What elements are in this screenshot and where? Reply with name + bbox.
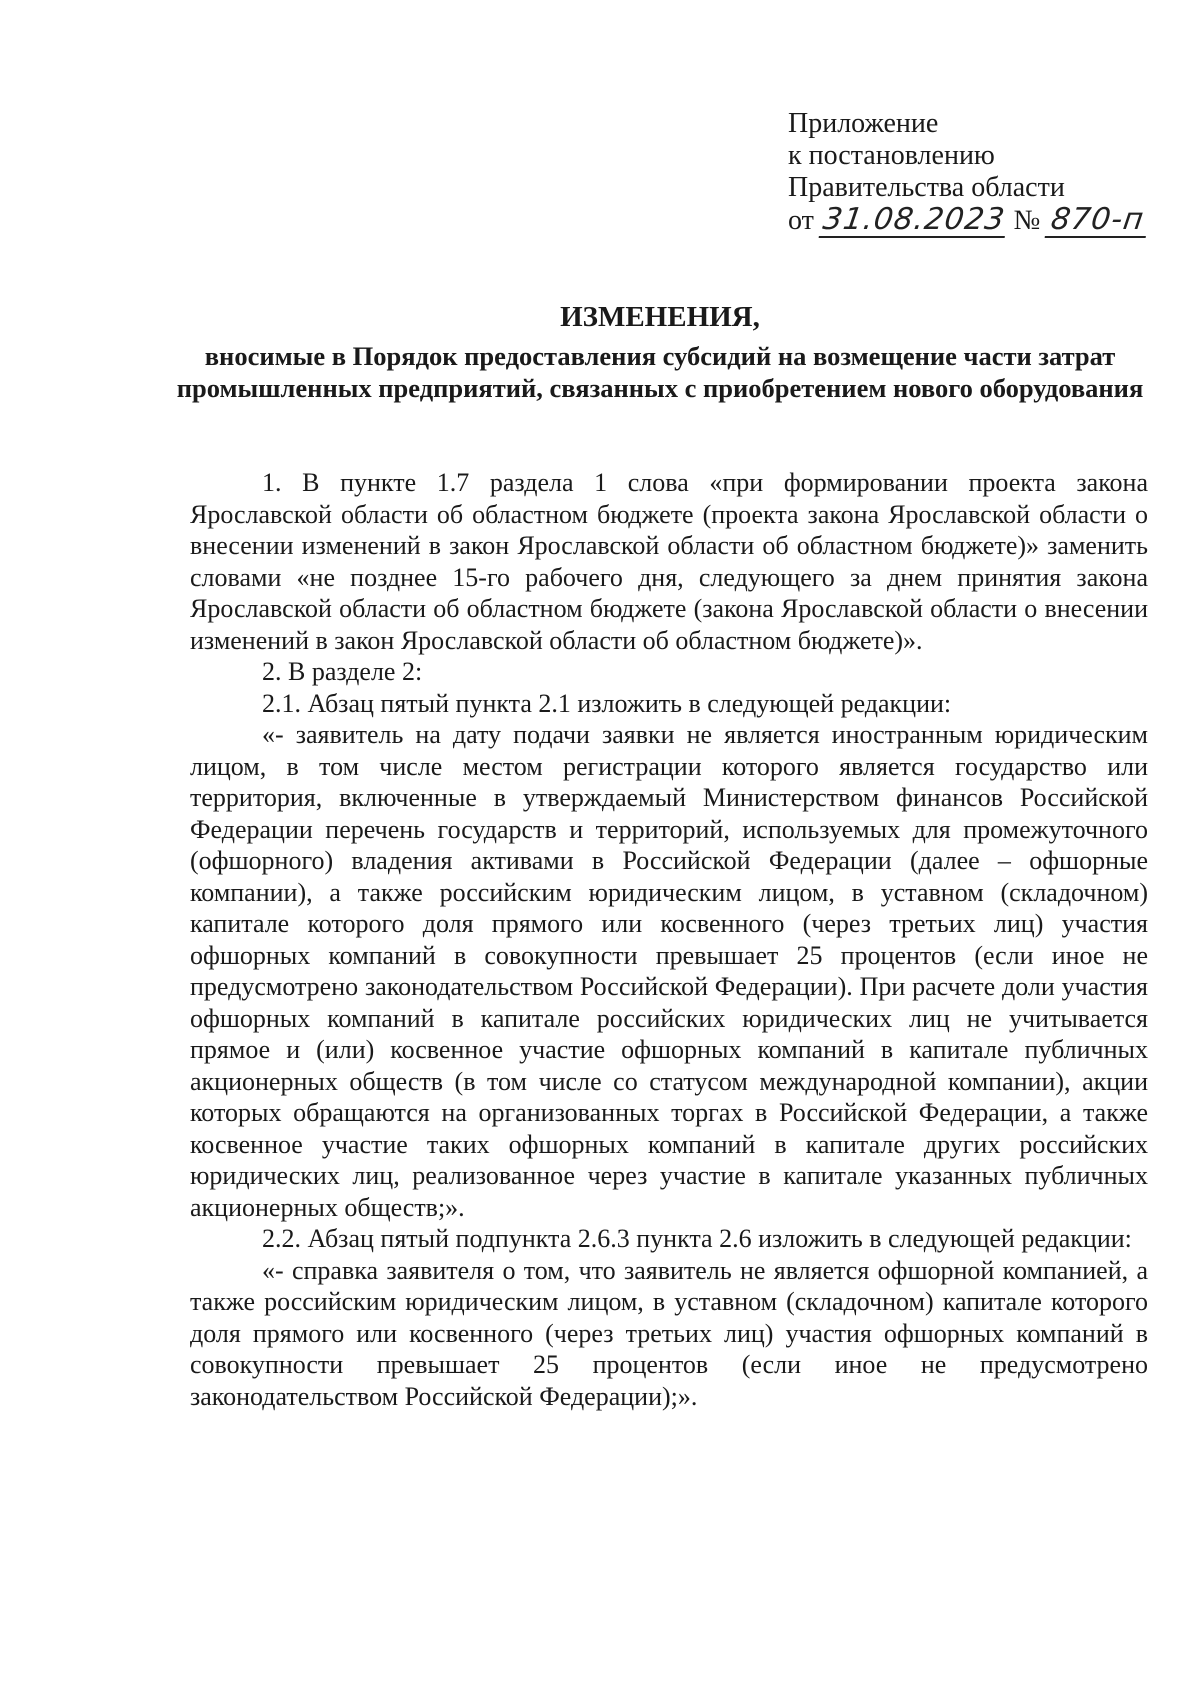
appendix-line-2: к постановлению [788, 140, 995, 171]
document-title-block [170, 300, 1150, 404]
appendix-line-3: Правительства области [788, 172, 1065, 203]
paragraph-2: 2. В разделе 2: [262, 657, 423, 686]
handwritten-date: 31.08.2023 [818, 204, 1009, 238]
paragraph-5: 2.2. Абзац пятый подпункта 2.6.3 пункта 2.6 изложить в следующей редакции: [262, 1224, 1132, 1253]
paragraph-3: 2.1. Абзац пятый пункта 2.1 изложить в следующей редакции: [262, 688, 952, 718]
paragraph-1: 1. В пункте 1.7 раздела 1 слова «при формировании проекта закона Ярославской области об областном бюджете (проекта закона Ярославской области о внесении изменений в закон Ярославской области об областном бюджете)» заменить словами «не позднее 15-го рабочего дня, следующего за днем принятия закона Ярославской области об областном бюджете (закона Ярославской области о внесении изменений в закон Ярославской области об областном бюджете)». [190, 468, 1148, 655]
document-title: ИЗМЕНЕНИЯ, [560, 301, 760, 333]
document-subtitle: вносимые в Порядок предоставления субсидий на возмещение части затрат промышленных предприятий, связанных с приобретением нового оборудования [176, 341, 1144, 403]
document-body [190, 467, 1148, 1412]
appendix-header [788, 108, 1148, 244]
appendix-line-1: Приложение [788, 108, 939, 139]
date-line [788, 204, 1148, 244]
number-sign: № [1013, 205, 1041, 236]
paragraph-4: «- заявитель на дату подачи заявки не является иностранным юридическим лицом, в том числе местом регистрации которого является государство или территория, включенные в утверждаемый Министерством финансов Российской Федерации перечень государств и территорий, используемых для промежуточного (офшорного) владения активами в Российской Федерации (далее – офшорные компании), а также российским юридическим лицом, в уставном (складочном) капитале которого доля прямого или косвенного (через третьих лиц) участия офшорных компаний в совокупности превышает 25 процентов (если иное не предусмотрено законодательством Российской Федерации). При расчете доли участия офшорных компаний в капитале российских юридических лиц не учитывается прямое и (или) косвенное участие офшорных компаний в капитале публичных акционерных обществ (в том числе со статусом международной компании), акции которых обращаются на организованных торгах в Российской Федерации, а также косвенное участие таких офшорных компаний в капитале других российских юридических лиц, реализованное через участие в капитале указанных публичных акционерных обществ;». [190, 720, 1148, 1222]
paragraph-6: «- справка заявителя о том, что заявитель не является офшорной компанией, а также российским юридическим лицом, в уставном (складочном) капитале которого доля прямого или косвенного (через третьих лиц) участия офшорных компаний в совокупности превышает 25 процентов (если иное не предусмотрено законодательством Российской Федерации);». [190, 1255, 1148, 1411]
handwritten-number: 870-п [1045, 204, 1150, 238]
date-prefix: от [788, 205, 814, 236]
